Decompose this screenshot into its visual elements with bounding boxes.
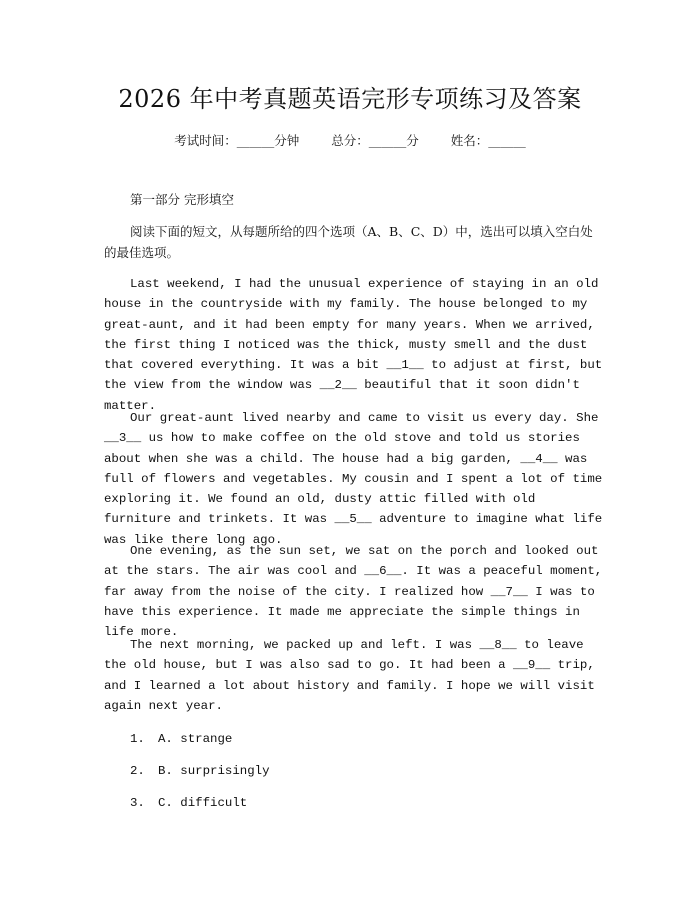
- passage-paragraph-4: The next morning, we packed up and left. I was __8__ to leave the old house, but I was also sad to go. It had been a __9__ trip, and I learned a lot about history and family. I hope we will visit again next year.: [104, 638, 595, 713]
- exam-time-field: 考试时间：______分钟: [174, 133, 300, 148]
- option-item-2: [130, 761, 270, 781]
- option-text: C. difficult: [158, 796, 248, 810]
- option-number: 1.: [130, 732, 145, 746]
- passage-paragraph-2: Our great-aunt lived nearby and came to visit us every day. She __3__ us how to make coffee on the old stove and told us stories about when she was a child. The house had a big garden, __4__ was full of flowers and vegetables. My cousin and I spent a lot of time exploring it. We found an old, dusty attic filled with old furniture and trinkets. It was __5__ adventure to imagine what life was like there long ago.: [104, 411, 603, 547]
- option-number: 3.: [130, 796, 145, 810]
- option-text: A. strange: [158, 732, 233, 746]
- passage-paragraph-3: One evening, as the sun set, we sat on the porch and looked out at the stars. The air was cool and __6__. It was a peaceful moment, far away from the noise of the city. I realized how __7__ I was to have this experience. It made me appreciate the simple things in life more.: [104, 544, 603, 640]
- passage-paragraph-1: Last weekend, I had the unusual experience of staying in an old house in the countryside with my family. The house belonged to my great-aunt, and it had been empty for many years. When we arrived, the first thing I noticed was the thick, musty smell and the dust that covered everything. It was a bit __1__ to adjust at first, but the view from the window was __2__ beautiful that it soon didn't matter.: [104, 277, 603, 413]
- total-score-field: 总分：______分: [331, 133, 419, 148]
- option-text: B. surprisingly: [158, 764, 270, 778]
- option-item-1: [130, 729, 232, 749]
- student-name-field: 姓名：______: [450, 133, 526, 148]
- section-heading: 第一部分 完形填空: [130, 192, 234, 207]
- option-item-3: [130, 793, 247, 813]
- instructions: 阅读下面的短文，从每题所给的四个选项（A、B、C、D）中，选出可以填入空白处的最佳选项。: [104, 224, 593, 260]
- option-number: 2.: [130, 764, 145, 778]
- exam-meta: [0, 131, 700, 151]
- document-title: 2026 年中考真题英语完形专项练习及答案: [118, 85, 582, 113]
